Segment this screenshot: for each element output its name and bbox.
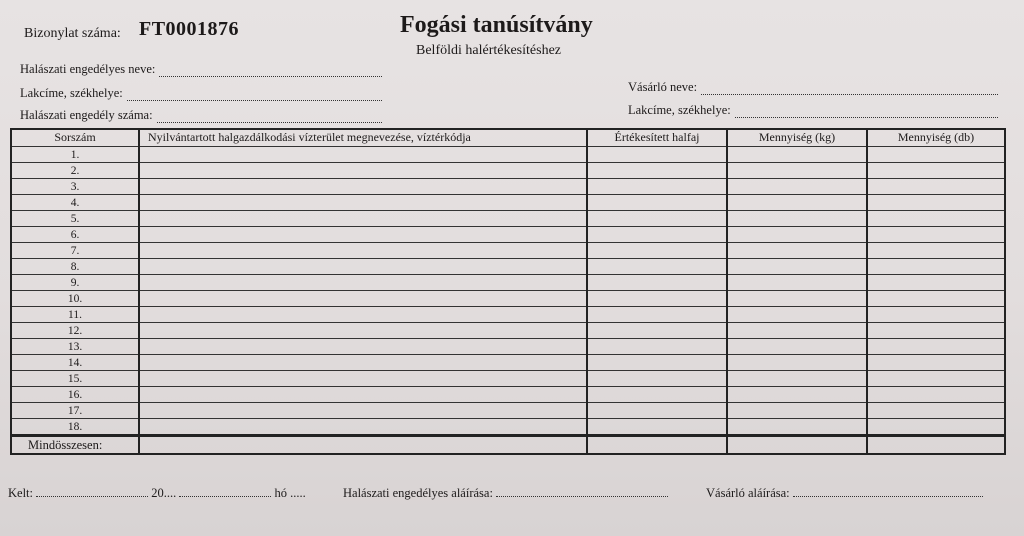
- license-number-line[interactable]: [157, 112, 382, 123]
- fish-species-cell[interactable]: [587, 291, 727, 307]
- quantity-kg-cell[interactable]: [727, 403, 867, 419]
- quantity-db-cell[interactable]: [867, 147, 1005, 163]
- fish-species-cell[interactable]: [587, 403, 727, 419]
- row-number: 5.: [11, 211, 139, 227]
- row-number: 12.: [11, 323, 139, 339]
- buyer-name-line[interactable]: [701, 84, 998, 95]
- footer-date-line[interactable]: [8, 486, 306, 501]
- row-number: 9.: [11, 275, 139, 291]
- fish-species-cell[interactable]: [587, 195, 727, 211]
- water-area-cell[interactable]: [139, 243, 587, 259]
- row-number: 4.: [11, 195, 139, 211]
- table-row: [11, 195, 1005, 211]
- fish-species-cell[interactable]: [587, 211, 727, 227]
- quantity-db-cell[interactable]: [867, 419, 1005, 436]
- quantity-db-cell[interactable]: [867, 371, 1005, 387]
- column-header-water-area: Nyilvántartott halgazdálkodási vízterület megnevezése, víztérkódja: [139, 129, 587, 147]
- fish-species-cell[interactable]: [587, 227, 727, 243]
- total-fish-species-cell[interactable]: [587, 436, 727, 455]
- total-quantity-kg-cell[interactable]: [727, 436, 867, 455]
- buyer-name-label: Vásárló neve:: [628, 80, 698, 94]
- column-header-fish-species: Értékesített halfaj: [587, 129, 727, 147]
- licensee-signature-field[interactable]: [343, 486, 668, 501]
- table-row: [11, 355, 1005, 371]
- quantity-db-cell[interactable]: [867, 163, 1005, 179]
- fish-species-cell[interactable]: [587, 419, 727, 436]
- fish-species-cell[interactable]: [587, 259, 727, 275]
- row-number: 15.: [11, 371, 139, 387]
- water-area-cell[interactable]: [139, 323, 587, 339]
- licensee-address-line[interactable]: [127, 90, 382, 101]
- row-number: 8.: [11, 259, 139, 275]
- water-area-cell[interactable]: [139, 211, 587, 227]
- buyer-address-line[interactable]: [735, 107, 998, 118]
- quantity-kg-cell[interactable]: [727, 387, 867, 403]
- table-row: [11, 371, 1005, 387]
- quantity-db-cell[interactable]: [867, 195, 1005, 211]
- catch-table: [10, 128, 1006, 455]
- row-number: 11.: [11, 307, 139, 323]
- licensee-address-label: Lakcíme, székhelye:: [20, 86, 123, 100]
- table-row: [11, 339, 1005, 355]
- fish-species-cell[interactable]: [587, 387, 727, 403]
- row-number: 2.: [11, 163, 139, 179]
- quantity-kg-cell[interactable]: [727, 355, 867, 371]
- quantity-db-cell[interactable]: [867, 355, 1005, 371]
- page-subtitle: Belföldi halértékesítéshez: [416, 43, 561, 58]
- quantity-kg-cell[interactable]: [727, 275, 867, 291]
- doc-number: FT0001876: [139, 18, 240, 40]
- water-area-cell[interactable]: [139, 163, 587, 179]
- quantity-kg-cell[interactable]: [727, 323, 867, 339]
- quantity-db-cell[interactable]: [867, 291, 1005, 307]
- quantity-db-cell[interactable]: [867, 211, 1005, 227]
- fish-species-cell[interactable]: [587, 243, 727, 259]
- date-label: Kelt:: [8, 486, 33, 500]
- water-area-cell[interactable]: [139, 195, 587, 211]
- table-row: [11, 163, 1005, 179]
- water-area-cell[interactable]: [139, 275, 587, 291]
- licensee-name-label: Halászati engedélyes neve:: [20, 62, 156, 76]
- row-number: 7.: [11, 243, 139, 259]
- licensee-name-field[interactable]: [20, 62, 382, 77]
- water-area-cell[interactable]: [139, 371, 587, 387]
- row-number: 13.: [11, 339, 139, 355]
- table-row: [11, 147, 1005, 163]
- table-row: [11, 227, 1005, 243]
- fish-species-cell[interactable]: [587, 275, 727, 291]
- row-number: 17.: [11, 403, 139, 419]
- fish-species-cell[interactable]: [587, 307, 727, 323]
- quantity-db-cell[interactable]: [867, 323, 1005, 339]
- quantity-db-cell[interactable]: [867, 275, 1005, 291]
- water-area-cell[interactable]: [139, 179, 587, 195]
- quantity-kg-cell[interactable]: [727, 227, 867, 243]
- quantity-db-cell[interactable]: [867, 307, 1005, 323]
- table-row: [11, 307, 1005, 323]
- quantity-kg-cell[interactable]: [727, 147, 867, 163]
- quantity-db-cell[interactable]: [867, 243, 1005, 259]
- quantity-db-cell[interactable]: [867, 387, 1005, 403]
- water-area-cell[interactable]: [139, 355, 587, 371]
- table-row: [11, 275, 1005, 291]
- page-title: Fogási tanúsítvány: [400, 12, 593, 38]
- licensee-address-field[interactable]: [20, 86, 382, 101]
- quantity-kg-cell[interactable]: [727, 211, 867, 227]
- fish-species-cell[interactable]: [587, 323, 727, 339]
- total-water-area-cell[interactable]: [139, 436, 587, 455]
- quantity-kg-cell[interactable]: [727, 243, 867, 259]
- table-row: [11, 243, 1005, 259]
- water-area-cell[interactable]: [139, 227, 587, 243]
- fish-species-cell[interactable]: [587, 147, 727, 163]
- water-area-cell[interactable]: [139, 291, 587, 307]
- row-number: 14.: [11, 355, 139, 371]
- quantity-kg-cell[interactable]: [727, 163, 867, 179]
- buyer-signature-line[interactable]: [793, 486, 983, 497]
- quantity-db-cell[interactable]: [867, 259, 1005, 275]
- water-area-cell[interactable]: [139, 339, 587, 355]
- row-number: 1.: [11, 147, 139, 163]
- water-area-cell[interactable]: [139, 307, 587, 323]
- quantity-kg-cell[interactable]: [727, 179, 867, 195]
- water-area-cell[interactable]: [139, 259, 587, 275]
- doc-number-label: Bizonylat száma:: [24, 26, 121, 41]
- table-row: [11, 403, 1005, 419]
- buyer-address-label: Lakcíme, székhelye:: [628, 103, 731, 117]
- licensee-signature-label: Halászati engedélyes aláírása:: [343, 486, 493, 500]
- column-header-serial: Sorszám: [11, 129, 139, 147]
- buyer-signature-field[interactable]: [706, 486, 983, 501]
- buyer-name-field[interactable]: [628, 80, 998, 95]
- table-row: [11, 179, 1005, 195]
- water-area-cell[interactable]: [139, 419, 587, 436]
- date-place-line[interactable]: [36, 486, 148, 497]
- quantity-kg-cell[interactable]: [727, 307, 867, 323]
- fish-species-cell[interactable]: [587, 371, 727, 387]
- year-prefix: 20....: [151, 486, 177, 500]
- column-header-quantity-db: Mennyiség (db): [867, 129, 1005, 147]
- water-area-cell[interactable]: [139, 147, 587, 163]
- licensee-signature-line[interactable]: [496, 486, 668, 497]
- table-row: [11, 419, 1005, 436]
- fish-species-cell[interactable]: [587, 179, 727, 195]
- quantity-kg-cell[interactable]: [727, 371, 867, 387]
- table-row: [11, 323, 1005, 339]
- license-number-field[interactable]: [20, 108, 382, 123]
- total-quantity-db-cell[interactable]: [867, 436, 1005, 455]
- table-row: [11, 211, 1005, 227]
- table-row: [11, 291, 1005, 307]
- date-month-line[interactable]: [179, 486, 271, 497]
- table-row: [11, 387, 1005, 403]
- month-suffix: hó .....: [274, 486, 306, 500]
- row-number: 18.: [11, 419, 139, 436]
- water-area-cell[interactable]: [139, 403, 587, 419]
- quantity-kg-cell[interactable]: [727, 259, 867, 275]
- quantity-db-cell[interactable]: [867, 403, 1005, 419]
- quantity-db-cell[interactable]: [867, 179, 1005, 195]
- table-header-row: [11, 129, 1005, 147]
- buyer-signature-label: Vásárló aláírása:: [706, 486, 790, 500]
- row-number: 6.: [11, 227, 139, 243]
- license-number-label: Halászati engedély száma:: [20, 108, 153, 122]
- quantity-kg-cell[interactable]: [727, 339, 867, 355]
- fish-species-cell[interactable]: [587, 355, 727, 371]
- quantity-kg-cell[interactable]: [727, 195, 867, 211]
- table-row: [11, 259, 1005, 275]
- water-area-cell[interactable]: [139, 387, 587, 403]
- licensee-name-line[interactable]: [159, 66, 382, 77]
- quantity-db-cell[interactable]: [867, 339, 1005, 355]
- column-header-quantity-kg: Mennyiség (kg): [727, 129, 867, 147]
- quantity-db-cell[interactable]: [867, 227, 1005, 243]
- quantity-kg-cell[interactable]: [727, 291, 867, 307]
- total-row: [11, 436, 1005, 455]
- fish-species-cell[interactable]: [587, 163, 727, 179]
- row-number: 10.: [11, 291, 139, 307]
- total-label: Mindösszesen:: [11, 436, 139, 455]
- buyer-address-field[interactable]: [628, 103, 998, 118]
- row-number: 16.: [11, 387, 139, 403]
- row-number: 3.: [11, 179, 139, 195]
- fish-species-cell[interactable]: [587, 339, 727, 355]
- quantity-kg-cell[interactable]: [727, 419, 867, 436]
